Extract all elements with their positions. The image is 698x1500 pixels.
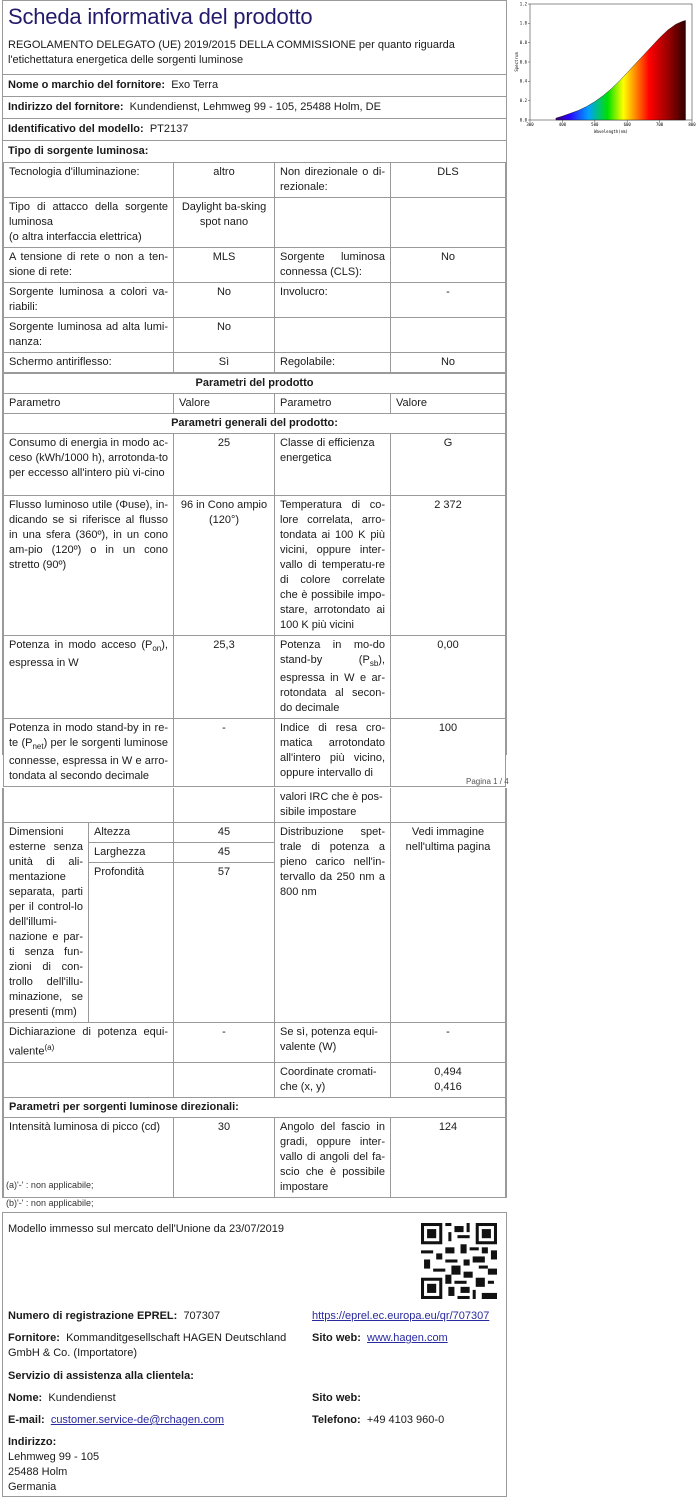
flux-label: Flusso luminoso utile (Φuse), in-dicando se si riferisce al flusso in una sfera (360º), in un cono am-pio (120º) o in un cono stretto (90º) — [4, 496, 174, 636]
qr-code-icon[interactable] — [421, 1223, 497, 1299]
website-row — [312, 1331, 448, 1346]
footnote-b: (b)'-' : non applicabile; — [6, 1198, 94, 1208]
y-tick-label: 1.0 — [519, 20, 527, 26]
power-on-row — [4, 636, 506, 719]
dimension-height-value: 45 — [174, 823, 275, 843]
eprel-value: 707307 — [183, 1310, 221, 1322]
model-id-row — [3, 118, 506, 140]
supplier-name-row — [3, 74, 506, 96]
color-variable-label-1: Sorgente luminosa a colori va-riabili: — [4, 283, 174, 318]
eprel-link[interactable]: https://eprel.ec.europa.eu/qr/707307 — [312, 1310, 490, 1322]
phone-label: Telefono: — [312, 1414, 361, 1426]
x-tick-label: 800 — [688, 122, 696, 127]
chromaticity-row — [4, 1062, 506, 1097]
dimension-width-value: 45 — [174, 843, 275, 863]
x-tick-label: 500 — [591, 122, 599, 127]
socket-value-2 — [391, 198, 506, 248]
beam-angle-value: 124 — [391, 1117, 506, 1197]
socket-label-1: Tipo di attacco della sorgente luminosa (o altra interfaccia elettrica) — [4, 198, 174, 248]
socket-value-1: Daylight ba-sking spot nano — [174, 198, 275, 248]
cri-value: 100 — [391, 719, 506, 787]
spectrum-chart — [512, 0, 698, 135]
y-tick-label: 0.6 — [519, 59, 527, 65]
y-tick-label: 0.2 — [519, 97, 527, 103]
y-tick-label: 0.4 — [519, 78, 527, 84]
x-tick-label: 600 — [623, 122, 631, 127]
market-info-box — [2, 1212, 507, 1497]
supplier-name-value: Exo Terra — [171, 79, 219, 91]
power-on-value: 25,3 — [174, 636, 275, 719]
equivalent-watt-value: - — [391, 1023, 506, 1063]
address-label: Indirizzo: — [8, 1436, 57, 1448]
y-tick-label: 0.8 — [519, 39, 527, 45]
dimensions-row — [4, 823, 506, 843]
col-header-value-1: Valore — [174, 394, 275, 414]
dimension-depth-value: 57 — [174, 863, 275, 1023]
equivalent-power-value: - — [174, 1023, 275, 1063]
power-net-value: - — [174, 719, 275, 787]
color-variable-label-2: Involucro: — [275, 283, 391, 318]
power-standby-label: Potenza in mo-do stand-by $(P_{sb})$, espressa in W e ar-rotondata al secon-do decimale — [275, 636, 391, 719]
model-id-label: Identificativo del modello: — [8, 123, 144, 135]
efficiency-value: G — [391, 434, 506, 496]
equivalent-watt-label: Se sì, potenza equi-valente (W) — [275, 1023, 391, 1063]
source-row-anti-glare — [4, 353, 506, 373]
directional-heading: Parametri per sorgenti luminose direzionali: — [4, 1097, 506, 1117]
address-line-1: Lehmweg 99 - 105 — [8, 1451, 100, 1463]
mains-value-1: MLS — [174, 248, 275, 283]
website-link[interactable]: www.hagen.com — [367, 1332, 448, 1344]
y-tick-label: 0.0 — [519, 117, 527, 123]
col-header-value-2: Valore — [391, 394, 506, 414]
page-title: Scheda informativa del prodotto — [8, 4, 313, 29]
cct-label: Temperatura di co-lore correlata, arro-tondata ai 100 K più vicini, oppure inter-vallo di temperatu-re di colore correlate che è possibile impo-stare, arrotondato ai 100 K più vicini — [275, 496, 391, 636]
efficiency-label: Classe di efficienza energetica — [275, 434, 391, 496]
spectral-distribution-value: Vedi immagine nell'ultima pagina — [391, 823, 506, 1023]
page-number: Pagina 1 / 4 — [466, 777, 509, 786]
dimension-depth-label: Profondità — [89, 863, 174, 1023]
power-net-row — [4, 719, 506, 787]
source-row-mains — [4, 248, 506, 283]
high-luminance-value-1: No — [174, 318, 275, 353]
footnote-a: (a)'-' : non applicabile; — [6, 1180, 94, 1190]
website-label: Sito web: — [312, 1332, 361, 1344]
technology-label-2: Non direzionale o di-rezionale: — [275, 163, 391, 198]
technology-value-2: DLS — [391, 163, 506, 198]
supplier-label: Fornitore: — [8, 1332, 60, 1344]
spectral-distribution-label: Distribuzione spet-trale di potenza a pieno carico nell'in-tervallo da 250 nm a 800 nm — [275, 823, 391, 1023]
equivalent-power-row — [4, 1023, 506, 1063]
x-tick-label: 400 — [558, 122, 567, 127]
contact-name-row — [8, 1391, 116, 1406]
general-params-heading: Parametri generali del prodotto: — [4, 414, 506, 434]
power-net-label: Potenza in modo stand-by in re-te $(P_{net})$ per le sorgenti luminose connesse, espressa in W e arro-tondata al secondo decimale — [4, 719, 174, 787]
supplier-address-label: Indirizzo del fornitore: — [8, 101, 124, 113]
market-placement-text: Modello immesso sul mercato dell'Unione da 23/07/2019 — [8, 1223, 285, 1235]
high-luminance-label-1: Sorgente luminosa ad alta lumi-nanza: — [4, 318, 174, 353]
color-variable-value-2: - — [391, 283, 506, 318]
power-standby-value: 0,00 — [391, 636, 506, 719]
y-axis-label: Spectrum — [514, 52, 519, 72]
y-tick-label: 1.2 — [519, 1, 527, 7]
high-luminance-value-2 — [391, 318, 506, 353]
email-link[interactable]: customer.service-de@rchagen.com — [50, 1414, 224, 1426]
socket-label-2 — [275, 198, 391, 248]
source-row-color-variable — [4, 283, 506, 318]
source-row-socket — [4, 198, 506, 248]
technology-value-1: altro — [174, 163, 275, 198]
equivalent-power-label: Dichiarazione di potenza equi-valente$^{(a)}$ — [4, 1023, 174, 1063]
high-luminance-label-2 — [275, 318, 391, 353]
source-row-technology — [4, 163, 506, 198]
energy-label: Consumo di energia in modo ac-ceso (kWh/1000 h), arrotonda-to per eccesso all'intero più vi-cino — [4, 434, 174, 496]
product-params-heading: Parametri del prodotto — [4, 374, 506, 394]
peak-intensity-value: 30 — [174, 1117, 275, 1197]
source-type-table — [3, 162, 506, 373]
anti-glare-label-1: Schermo antiriflesso: — [4, 353, 174, 373]
email-label: E-mail: — [8, 1414, 45, 1426]
chromaticity-value: 0,494 0,416 — [391, 1062, 506, 1097]
address-line-2: 25488 Holm — [8, 1466, 68, 1478]
eprel-row — [8, 1309, 220, 1324]
cri-continued-row — [4, 788, 506, 823]
contact-name-label: Nome: — [8, 1392, 43, 1404]
peak-intensity-label: Intensità luminosa di picco (cd) — [4, 1117, 174, 1197]
energy-value: 25 — [174, 434, 275, 496]
model-id-value: PT2137 — [149, 123, 189, 135]
chromaticity-label: Coordinate cromati-che (x, y) — [275, 1062, 391, 1097]
supplier-row — [8, 1331, 303, 1361]
flux-row — [4, 496, 506, 636]
phone-value: +49 4103 960-0 — [366, 1414, 445, 1426]
energy-row — [4, 434, 506, 496]
x-axis-label: Wavelength(nm) — [594, 129, 628, 134]
cri-label-continued: valori IRC che è pos-sibile impostare — [275, 788, 391, 823]
mains-value-2: No — [391, 248, 506, 283]
contact-name-value: Kundendienst — [48, 1392, 116, 1404]
dimensions-label: Dimensioni esterne senza unità di ali-mentazione separata, parti per il control-lo dell'illumi-nazione e par-ti senza fun-zioni di con-trollo dell'illu-minazione, se presenti (mm) — [4, 823, 89, 1023]
phone-row — [312, 1413, 444, 1428]
anti-glare-value-2: No — [391, 353, 506, 373]
anti-glare-value-1: Sì — [174, 353, 275, 373]
supplier-name-label: Nome o marchio del fornitore: — [8, 79, 166, 91]
customer-service-heading: Servizio di assistenza alla clientela: — [8, 1370, 194, 1382]
column-header-row — [4, 394, 506, 414]
col-header-param-1: Parametro — [4, 394, 174, 414]
beam-angle-label: Angolo del fascio in gradi, oppure inter-vallo di angoli del fa-scio che è possibile impostare — [275, 1117, 391, 1197]
cri-label: Indice di resa cro-matica arrotondato all'intero più vicino, oppure intervallo di — [275, 719, 391, 787]
mains-label-2: Sorgente luminosa connessa (CLS): — [275, 248, 391, 283]
source-type-heading: Tipo di sorgente luminosa: — [3, 140, 506, 162]
col-header-param-2: Parametro — [275, 394, 391, 414]
supplier-address-row — [3, 96, 506, 118]
x-tick-label: 300 — [526, 122, 534, 127]
color-variable-value-1: No — [174, 283, 275, 318]
power-on-label: Potenza in modo acceso $(P_{on})$, espressa in W — [4, 636, 174, 719]
anti-glare-label-2: Regolabile: — [275, 353, 391, 373]
technology-label-1: Tecnologia d'illuminazione: — [4, 163, 174, 198]
supplier-value: Kommanditgesellschaft HAGEN Deutschland GmbH & Co. (Importatore) — [8, 1332, 287, 1359]
flux-value: 96 in Cono ampio (120°) — [174, 496, 275, 636]
supplier-address-value: Kundendienst, Lehmweg 99 - 105, 25488 Holm, DE — [129, 101, 381, 113]
eprel-label: Numero di registrazione EPREL: — [8, 1310, 178, 1322]
product-sheet-page-2 — [2, 788, 507, 1198]
source-row-high-luminance — [4, 318, 506, 353]
regulation-text: REGOLAMENTO DELEGATO (UE) 2019/2015 DELLA COMMISSIONE per quanto riguarda l'etichettatura energetica delle sorgenti luminose — [8, 39, 455, 66]
continued-params-table — [3, 788, 506, 1198]
cct-value: 2 372 — [391, 496, 506, 636]
product-params-table — [3, 373, 506, 787]
address-line-3: Germania — [8, 1481, 57, 1493]
dimension-height-label: Altezza — [89, 823, 174, 843]
mains-label-1: A tensione di rete o non a ten-sione di rete: — [4, 248, 174, 283]
website2-label: Sito web: — [312, 1392, 361, 1404]
x-tick-label: 700 — [655, 122, 664, 127]
dimension-width-label: Larghezza — [89, 843, 174, 863]
email-row — [8, 1413, 224, 1428]
